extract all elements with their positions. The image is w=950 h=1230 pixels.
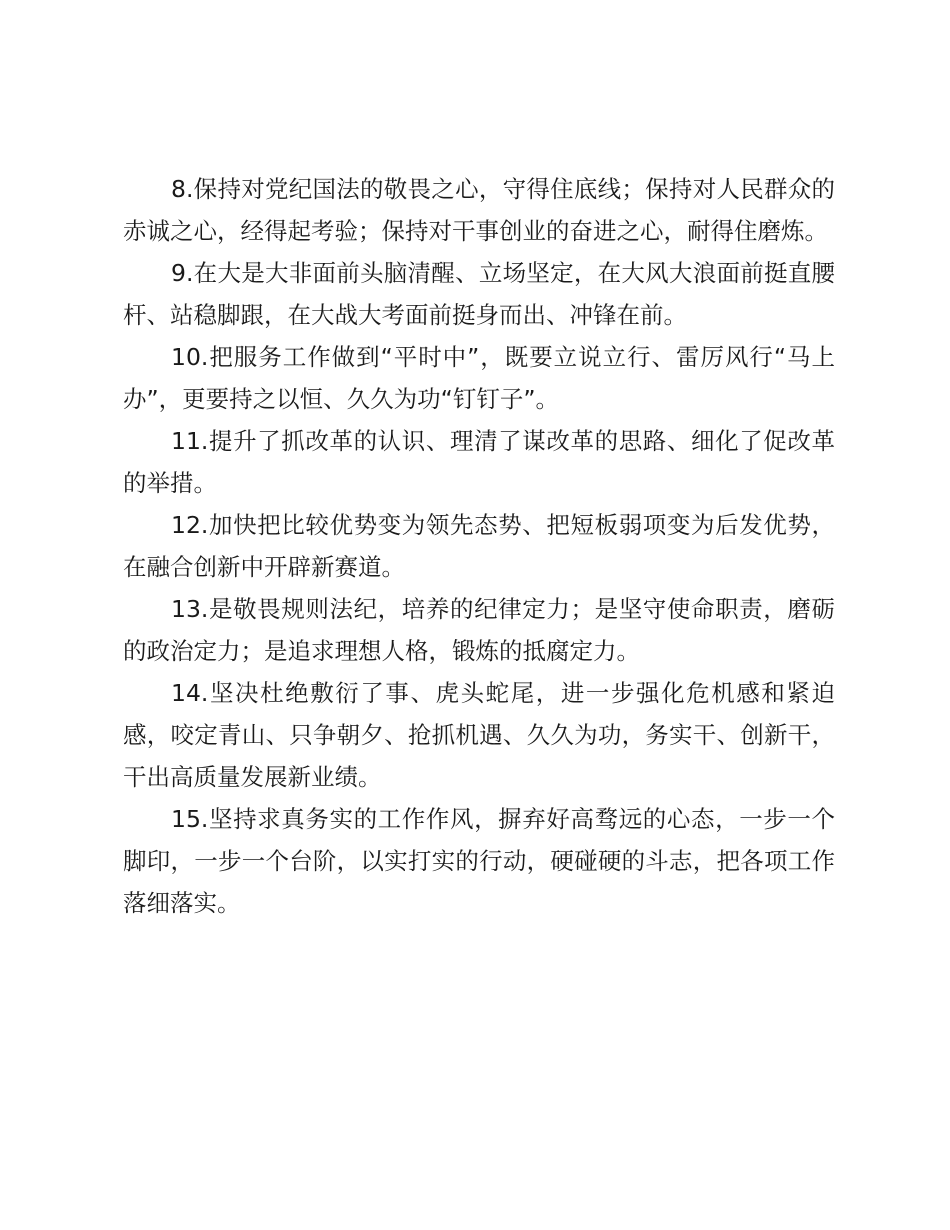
- document-body: [123, 168, 835, 924]
- paragraph-11: 11.提升了抓改革的认识、理清了谋改革的思路、细化了促改革的举措。: [123, 427, 835, 497]
- paragraph-8: 8.保持对党纪国法的敬畏之心，守得住底线；保持对人民群众的赤诚之心，经得起考验；保持对干事创业的奋进之心，耐得住磨炼。: [123, 175, 835, 245]
- paragraph-10: 10.把服务工作做到“平时中”，既要立说立行、雷厉风行“马上办”，更要持之以恒、久久为功“钉钉子”。: [123, 343, 835, 413]
- paragraph-13: 13.是敬畏规则法纪，培养的纪律定力；是坚守使命职责，磨砺的政治定力；是追求理想人格，锻炼的抵腐定力。: [123, 595, 835, 665]
- paragraph-14: 14.坚决杜绝敷衍了事、虎头蛇尾，进一步强化危机感和紧迫感，咬定青山、只争朝夕、抢抓机遇、久久为功，务实干、创新干，干出高质量发展新业绩。: [123, 679, 835, 791]
- paragraph-15: 15.坚持求真务实的工作作风，摒弃好高骛远的心态，一步一个脚印，一步一个台阶，以实打实的行动，硬碰硬的斗志，把各项工作落细落实。: [123, 805, 835, 917]
- paragraph-9: 9.在大是大非面前头脑清醒、立场坚定，在大风大浪面前挺直腰杆、站稳脚跟，在大战大考面前挺身而出、冲锋在前。: [123, 259, 835, 329]
- paragraph-12: 12.加快把比较优势变为领先态势、把短板弱项变为后发优势，在融合创新中开辟新赛道。: [123, 511, 835, 581]
